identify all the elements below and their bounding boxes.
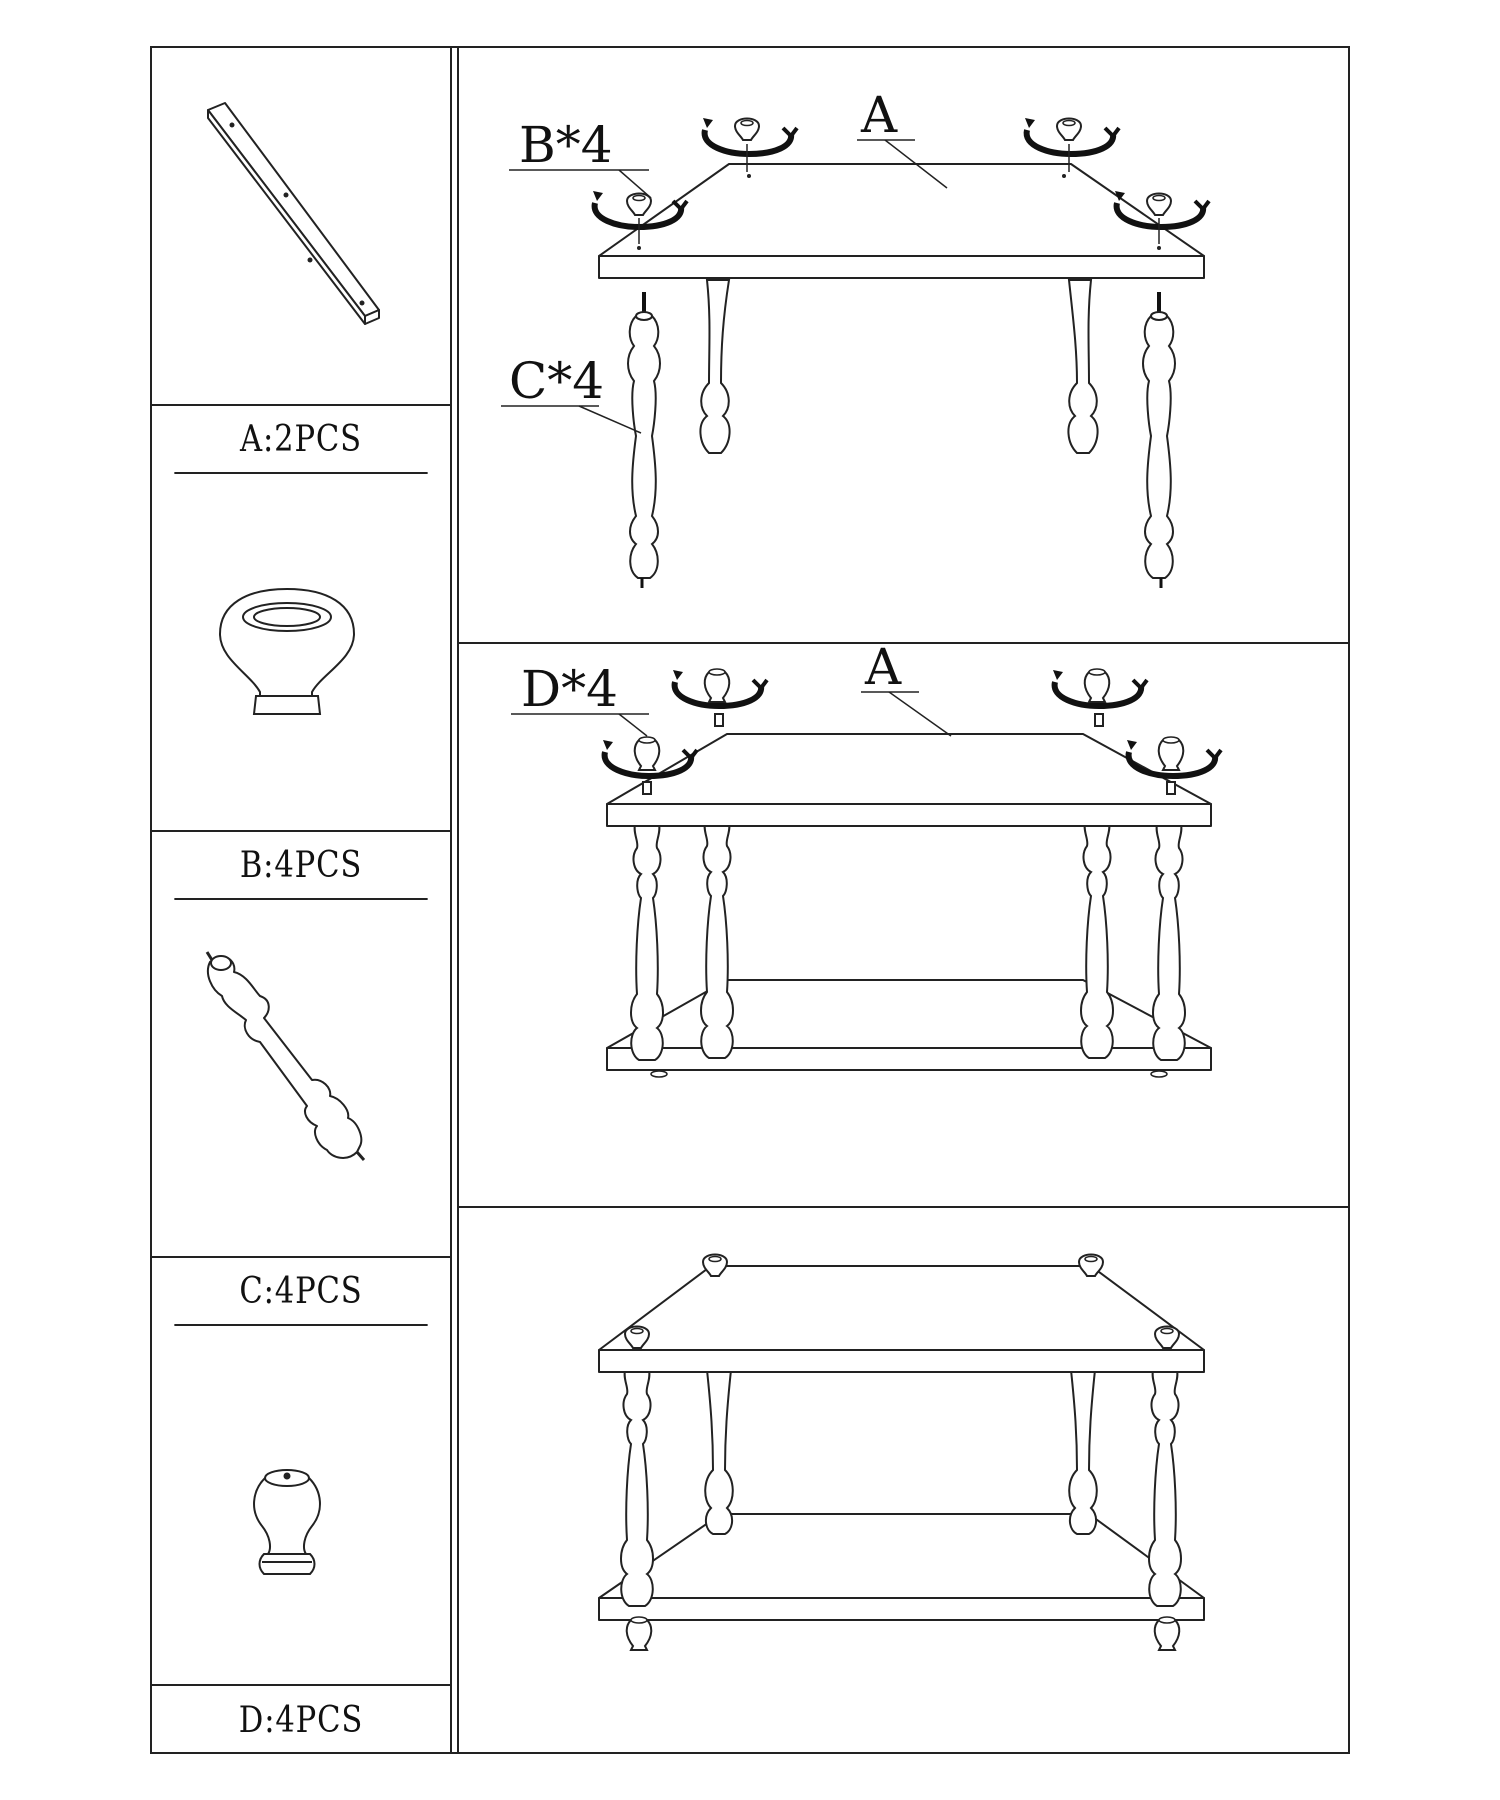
foot-icon [152, 1326, 450, 1684]
callout-a: A [861, 86, 898, 144]
assembly-steps [459, 48, 1350, 1752]
callout-b: B*4 [519, 116, 613, 174]
step-2-drawing [459, 644, 1350, 1206]
step-2 [459, 644, 1350, 1208]
part-a-illustration [152, 48, 450, 406]
step-1-drawing [459, 48, 1350, 642]
callout-c: C*4 [509, 352, 605, 410]
part-c-label: C:4PCS [174, 1258, 427, 1326]
callout-a-2: A [865, 644, 902, 696]
turned-leg-icon [152, 900, 450, 1256]
step-3-completed [459, 1208, 1350, 1754]
assembly-sheet [150, 46, 1350, 1754]
parts-list [152, 48, 452, 1752]
part-b-label: B:4PCS [174, 832, 427, 900]
part-c-illustration [152, 900, 450, 1258]
callout-d: D*4 [521, 660, 618, 718]
step-3-drawing [459, 1208, 1350, 1754]
part-d-illustration [152, 1326, 450, 1686]
knob-cap-icon [152, 474, 450, 830]
step-1 [459, 48, 1350, 644]
part-b-illustration [152, 474, 450, 832]
tabletop-panel-icon [152, 48, 450, 404]
part-d-label: D:4PCS [238, 1699, 364, 1741]
part-a-label: A:2PCS [174, 406, 427, 474]
